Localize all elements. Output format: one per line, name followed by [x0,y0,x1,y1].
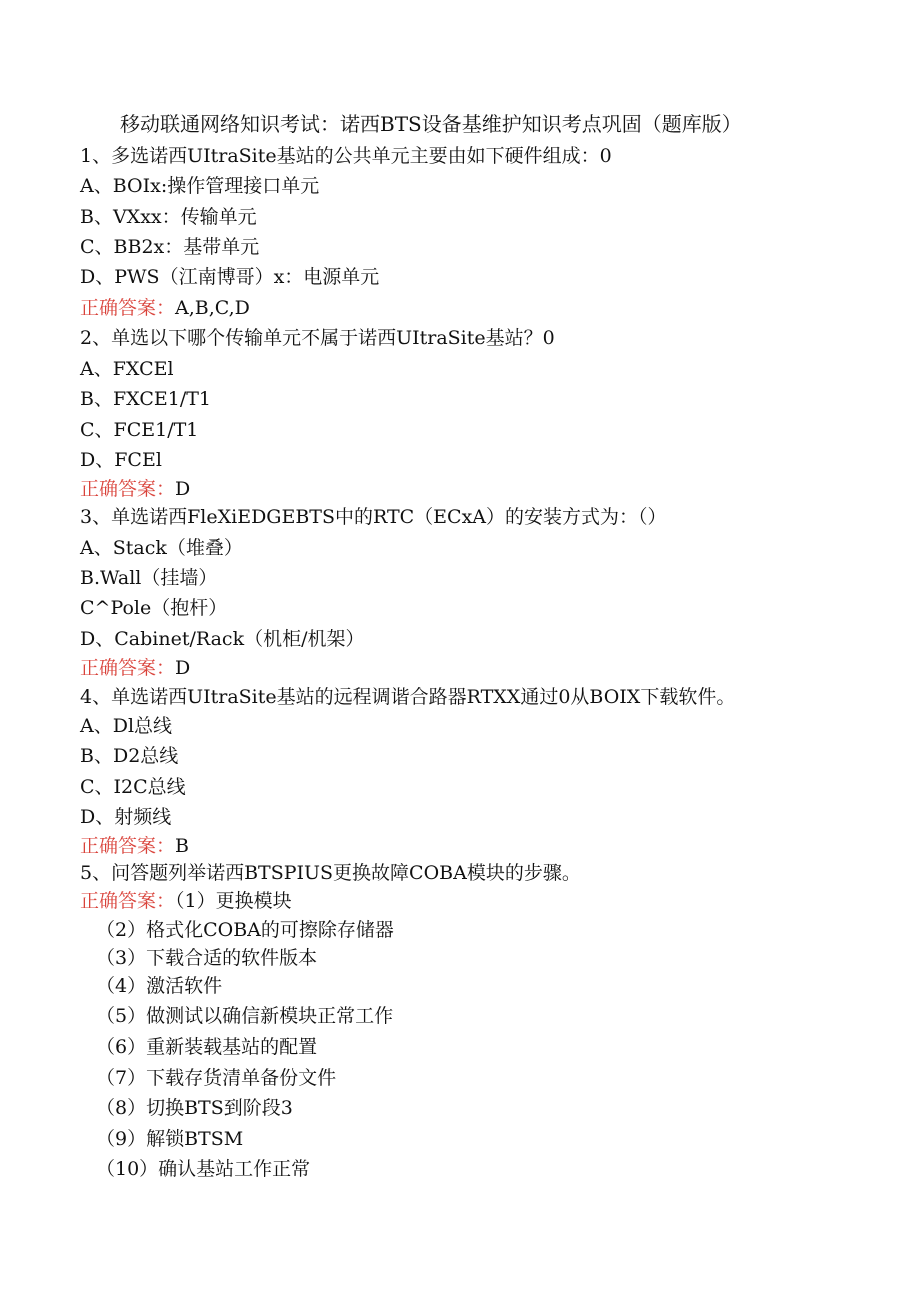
question-2-option-c: C、FCE1/T1 [80,419,199,441]
question-3-option-c: C^Pole（抱杆） [80,597,228,619]
answer-value: B [175,835,189,857]
question-3-option-b: B.Wall（挂墙） [80,567,218,589]
question-2-answer [80,476,190,502]
answer-label: 正确答案： [80,657,176,679]
question-4-option-a: A、Dl总线 [80,715,173,737]
question-3-option-d: D、Cabinet/Rack（机柜/机架） [80,628,365,650]
answer-step-3: （3）下载合适的软件版本 [96,947,318,969]
question-2-stem: 2、单选以下哪个传输单元不属于诺西UItraSite基站？0 [80,327,555,349]
answer-value: D [175,657,191,679]
answer-value: A,B,C,D [175,297,250,319]
question-4-answer [80,833,189,859]
question-1-option-c: C、BB2x：基带单元 [80,236,260,258]
question-2-option-a: A、FXCEl [80,358,174,380]
question-2-option-b: B、FXCE1/T1 [80,388,211,410]
question-5-stem: 5、问答题列举诺西BTSPIUS更换故障COBA模块的步骤。 [80,862,581,884]
question-3-answer [80,655,190,681]
answer-step-7: （7）下载存货清单备份文件 [96,1067,337,1089]
question-2-option-d: D、FCEl [80,449,162,471]
answer-label: 正确答案： [80,890,176,912]
answer-label: 正确答案： [80,835,176,857]
answer-step-6: （6）重新装载基站的配置 [96,1036,318,1058]
answer-label: 正确答案： [80,478,176,500]
answer-step-1: （1）更换模块 [175,890,292,912]
question-1-option-d: D、PWS（江南博哥）x：电源单元 [80,266,380,288]
answer-step-5: （5）做测试以确信新模块正常工作 [96,1005,394,1027]
question-1-answer [80,295,250,321]
answer-step-2: （2）格式化COBA的可擦除存储器 [96,919,394,941]
question-1-option-b: B、VXxx：传输单元 [80,206,257,228]
question-3-option-a: A、Stack（堆叠） [80,537,243,559]
question-4-option-b: B、D2总线 [80,745,179,767]
answer-label: 正确答案： [80,297,176,319]
answer-step-9: （9）解锁BTSM [96,1128,244,1150]
question-1-stem: 1、多选诺西UItraSite基站的公共单元主要由如下硬件组成：0 [80,145,612,167]
document-title: 移动联通网络知识考试：诺西BTS设备基维护知识考点巩固（题库版） [120,112,742,136]
question-4-option-c: C、I2C总线 [80,776,186,798]
answer-step-10: （10）确认基站工作正常 [96,1158,311,1180]
question-4-stem: 4、单选诺西UItraSite基站的远程调谐合路器RTXX通过0从BOIX下载软件。 [80,686,736,708]
question-4-option-d: D、射频线 [80,806,172,828]
question-5-answer [80,888,292,914]
answer-value: D [175,478,191,500]
answer-step-8: （8）切换BTS到阶段3 [96,1097,293,1119]
question-1-option-a: A、BOIx:操作管理接口单元 [80,175,320,197]
question-3-stem: 3、单选诺西FleXiEDGEBTS中的RTC（ECxA）的安装方式为：（） [80,506,667,528]
answer-step-4: （4）激活软件 [96,975,223,997]
